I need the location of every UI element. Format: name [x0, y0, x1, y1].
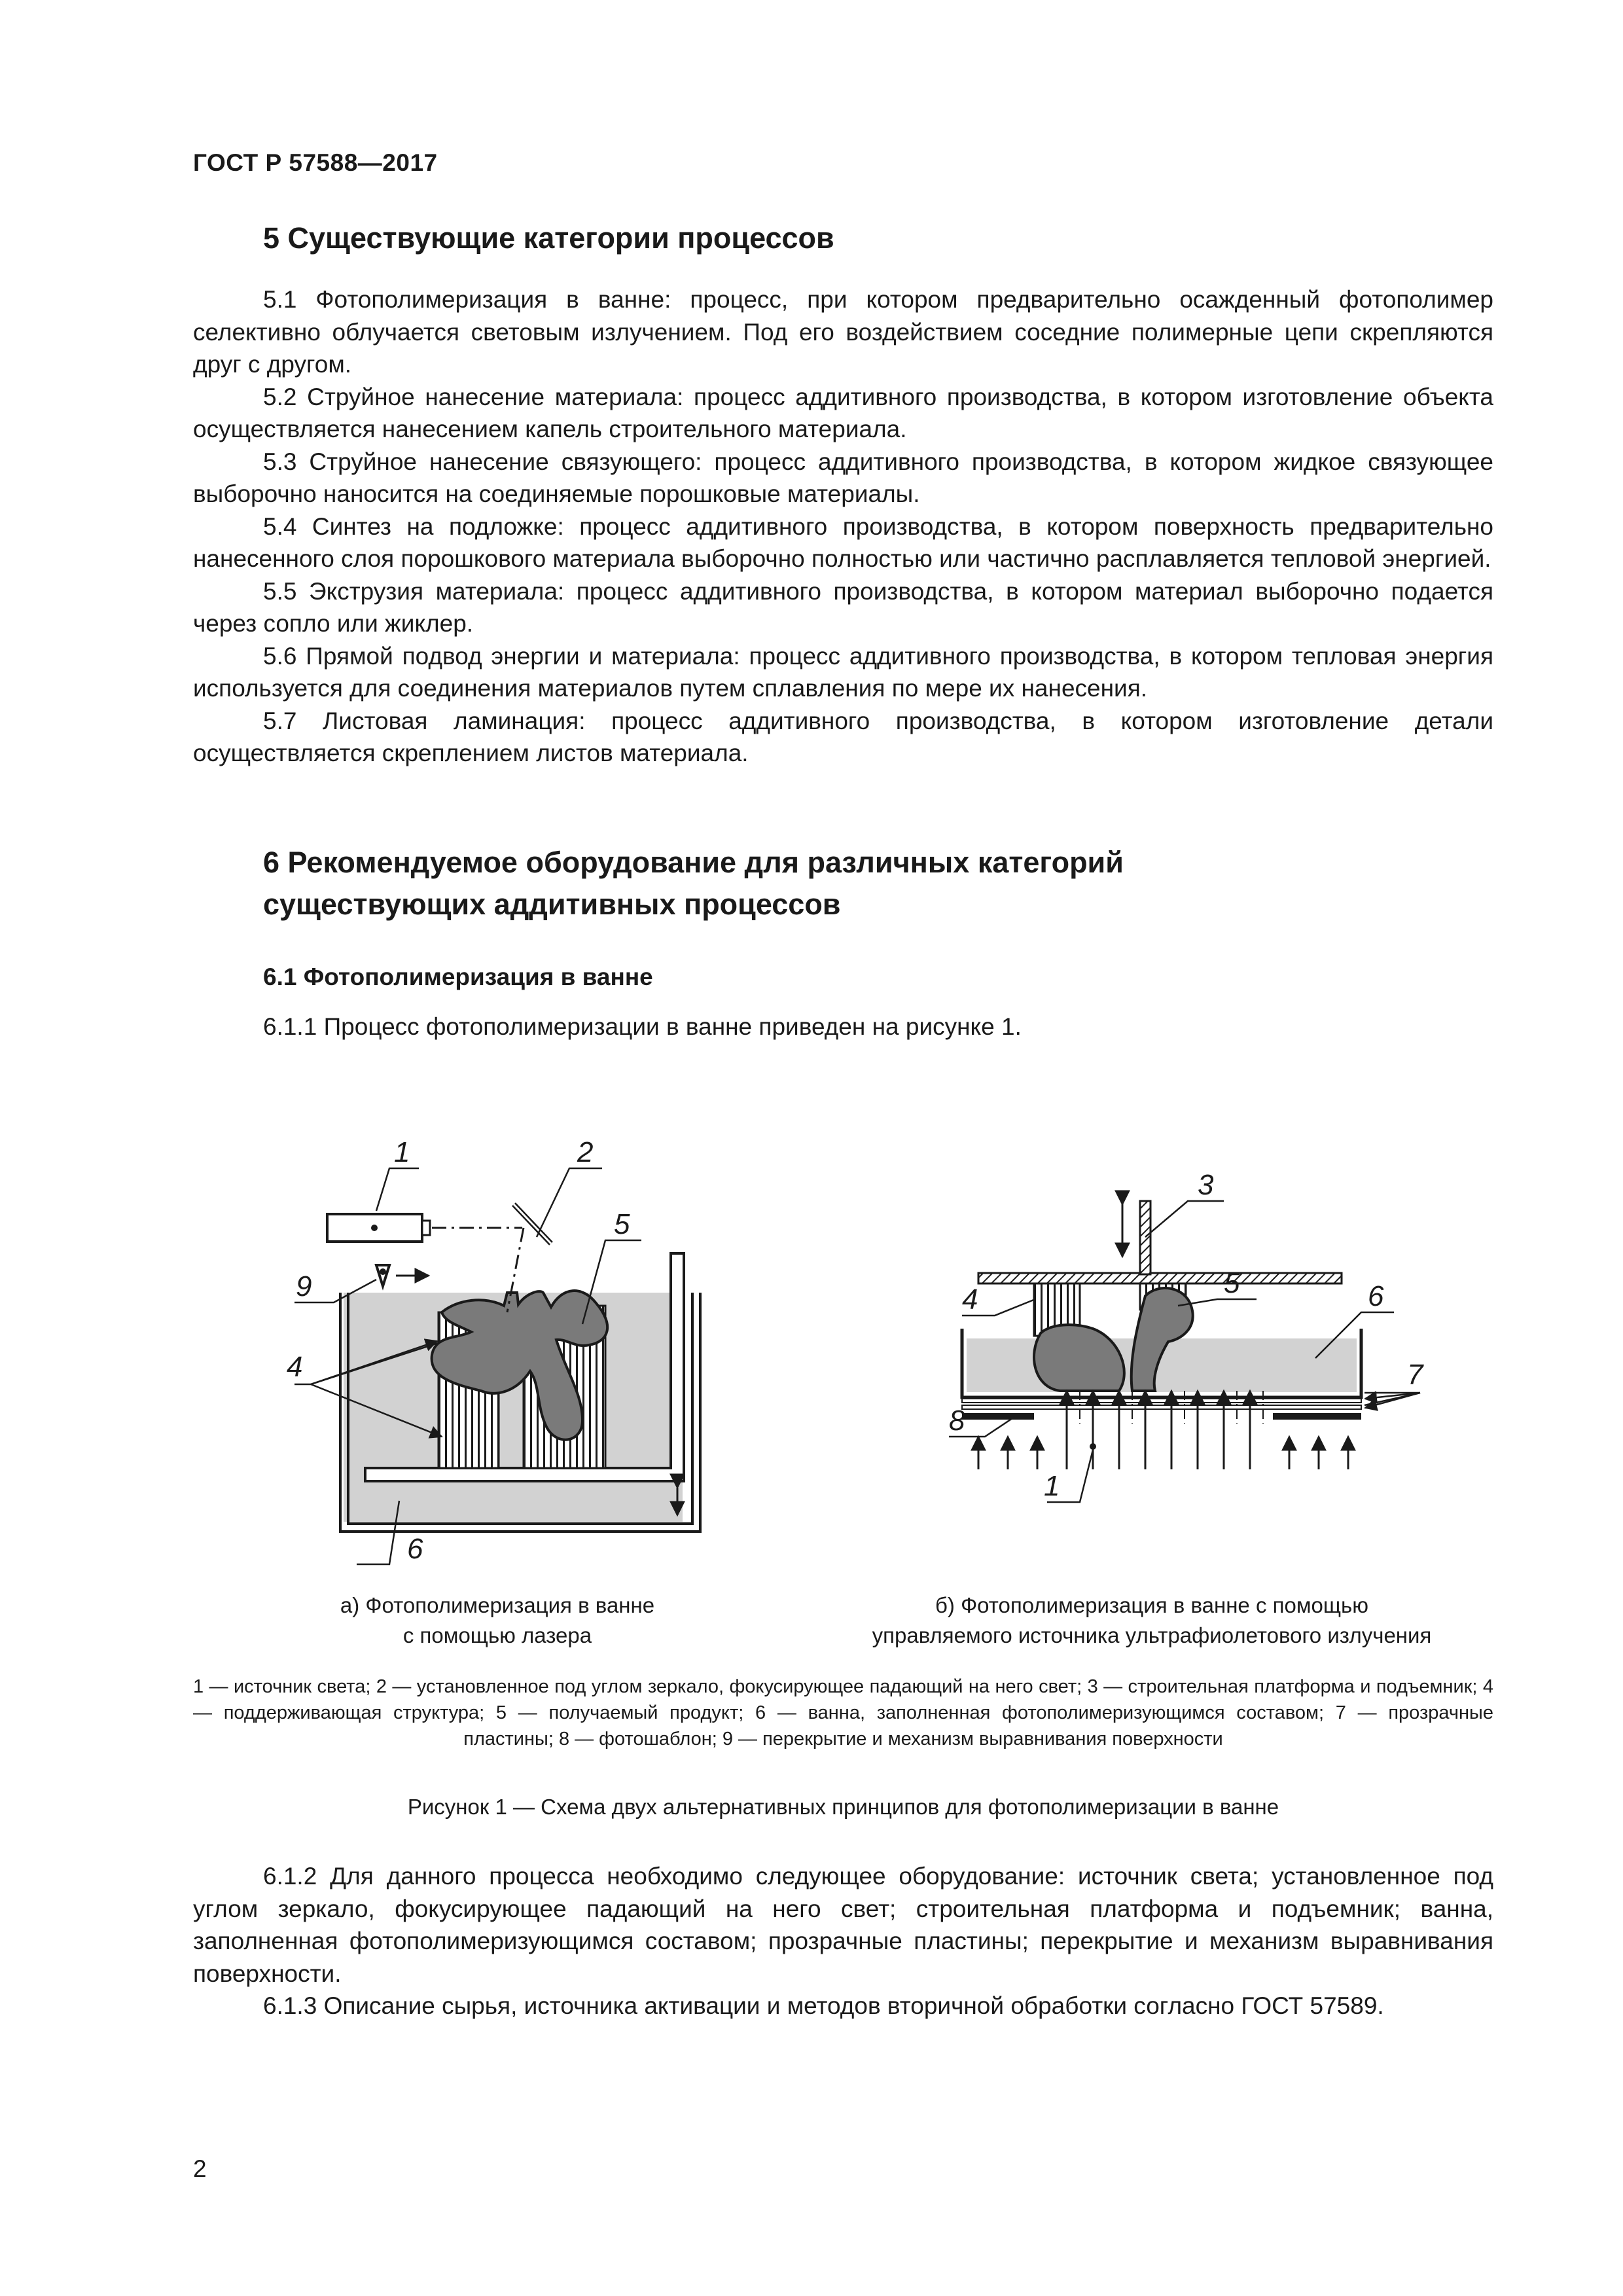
- paragraph-6-1-3: 6.1.3 Описание сырья, источника активации и методов вторичной обработки согласно ГОСТ 57589.: [263, 1992, 1384, 2019]
- leader-a-1: [376, 1168, 419, 1211]
- paragraph-5-3: 5.3 Струйное нанесение связующего: процесс аддитивного производства, в котором жидкое связующее выборочно наносится на соединяемые порошковые материалы.: [193, 448, 1493, 507]
- paragraph-6-1-1: 6.1.1 Процесс фотополимеризации в ванне приведен на рисунке 1.: [263, 1013, 1022, 1040]
- paragraph-6-1-2: 6.1.2 Для данного процесса необходимо следующее оборудование: источник света; установленное под углом зеркало, фокусирующее падающий на него свет; строительная платформа и подъемник; ванна, заполненная фотополимеризующимся составом; прозрачные пластины; перекрытие и механизм выравнивания поверхности.: [193, 1863, 1493, 1987]
- paragraph-5-1: 5.1 Фотополимеризация в ванне: процесс, при котором предварительно осажденный фотополимер селективно облучается световым излучением. Под его воздействием соседние полимерные цепи скрепляются друг с другом.: [193, 286, 1493, 378]
- label-a-6: 6: [407, 1533, 423, 1565]
- page-number: 2: [193, 2155, 207, 2182]
- label-b-8: 8: [949, 1405, 965, 1437]
- paragraph-5-6: 5.6 Прямой подвод энергии и материала: процесс аддитивного производства, в котором тепловая энергия используется для соединения материалов путем сплавления по мере их нанесения.: [193, 642, 1493, 702]
- figure-title: Рисунок 1 — Схема двух альтернативных принципов для фотополимеризации в ванне: [407, 1795, 1279, 1819]
- photomask-b-right: [1273, 1413, 1361, 1420]
- section-6-heading-line-1: 6 Рекомендуемое оборудование для различных категорий: [263, 846, 1124, 879]
- subsection-6-1-heading: 6.1 Фотополимеризация в ванне: [263, 963, 653, 990]
- recoater-a: [376, 1265, 389, 1286]
- caption-b-line-1: б) Фотополимеризация в ванне с помощью: [935, 1593, 1368, 1617]
- label-b-3: 3: [1198, 1169, 1214, 1201]
- section-6-heading-line-2: существующих аддитивных процессов: [263, 888, 841, 921]
- caption-a-line-2: с помощью лазера: [402, 1623, 592, 1647]
- paragraph-5-7: 5.7 Листовая ламинация: процесс аддитивного производства, в котором изготовление детали осуществляется скреплением листов материала.: [193, 707, 1493, 766]
- paragraph-5-2: 5.2 Струйное нанесение материала: процесс аддитивного производства, в котором изготовление объекта осуществляется нанесением капель строительного материала.: [193, 383, 1493, 442]
- figure-1-diagram: [287, 1096, 1492, 1565]
- recoater-a-dot: [380, 1268, 386, 1275]
- caption-b-line-2: управляемого источника ультрафиолетового излучения: [872, 1623, 1432, 1647]
- label-a-2: 2: [577, 1136, 594, 1168]
- diagram-a-laser: [287, 1136, 700, 1565]
- diagram-b-uv: [949, 1169, 1424, 1502]
- leader-a-2: [537, 1168, 602, 1237]
- label-a-1: 1: [394, 1136, 410, 1168]
- label-b-1: 1: [1044, 1470, 1060, 1502]
- section-5-heading: 5 Существующие категории процессов: [263, 221, 834, 255]
- product-b-left: [1034, 1325, 1124, 1391]
- leader-b-3: [1145, 1201, 1224, 1237]
- label-b-6: 6: [1368, 1280, 1384, 1312]
- section-5-body: [193, 283, 1493, 770]
- figure-caption-b: [825, 1590, 1479, 1651]
- label-b-5: 5: [1224, 1267, 1240, 1299]
- document-code: ГОСТ Р 57588—2017: [193, 149, 438, 176]
- caption-a-line-1: а) Фотополимеризация в ванне: [340, 1593, 655, 1617]
- photomask-b-left: [962, 1413, 1034, 1420]
- label-a-5: 5: [614, 1208, 630, 1240]
- transparent-plate-b-1: [962, 1399, 1361, 1403]
- paragraph-5-5: 5.5 Экструзия материала: процесс аддитивного производства, в котором материал выборочно подается через сопло или жиклер.: [193, 577, 1493, 637]
- figure-caption-a: [308, 1590, 687, 1651]
- elevator-rod-b: [1140, 1201, 1150, 1274]
- label-b-4: 4: [962, 1283, 978, 1316]
- label-a-9: 9: [296, 1270, 312, 1302]
- section-6-body: [193, 1860, 1493, 2022]
- light-source-a-center: [371, 1225, 378, 1231]
- label-a-4: 4: [287, 1351, 303, 1383]
- paragraph-5-4: 5.4 Синтез на подложке: процесс аддитивного производства, в котором поверхность предварительно нанесенного слоя порошкового материала выборочно полностью или частично расплавляется тепловой энергией.: [193, 512, 1493, 572]
- section-6-heading: [263, 842, 1507, 925]
- figure-legend: 1 — источник света; 2 — установленное под углом зеркало, фокусирующее падающий на него свет; 3 — строительная платформа и подъемник; 4 — поддерживающая структура; 5 — получаемый продукт; 6 — ванна, заполненная фотополимеризующимся составом; 7 — прозрачные пластины; 8 — фотошаблон; 9 — перекрытие и механизм выравнивания поверхности: [193, 1676, 1493, 1749]
- transparent-plate-b-2: [962, 1405, 1361, 1409]
- light-source-a-nozzle: [422, 1221, 430, 1235]
- label-b-7: 7: [1407, 1359, 1423, 1391]
- build-platform-b: [978, 1273, 1342, 1283]
